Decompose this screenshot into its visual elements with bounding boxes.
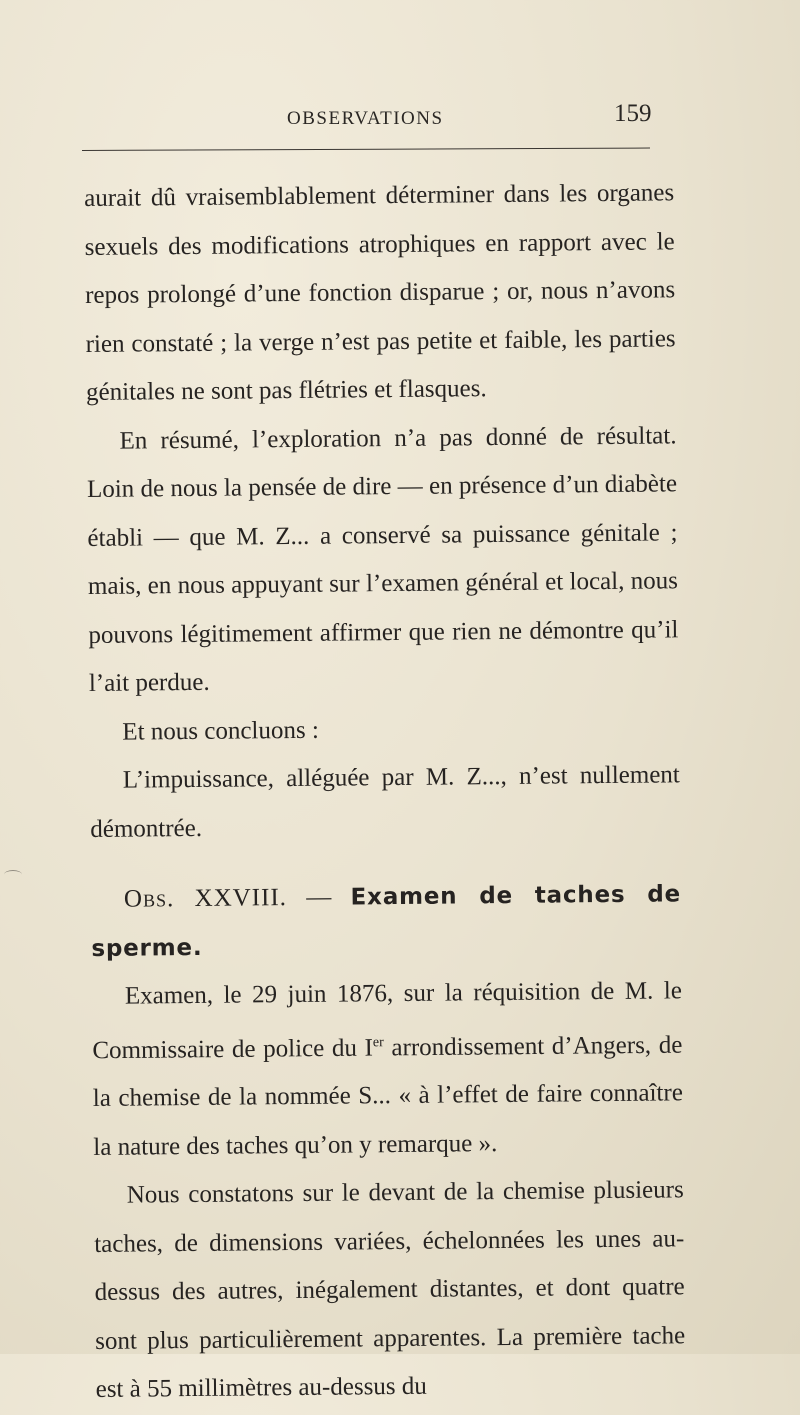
paragraph-2: En résumé, l’exploration n’a pas donné de résultat. Loin de nous la pensée de dire — en présence d’un diabète établi — que M. Z... a conservé sa puissance génitale ; mais, en nous appuyant sur l’examen général et local, nous pouvons légitimement affirmer que rien ne démontre qu’il l’ait perdue.	[86, 421, 679, 697]
observation-title: Examen de taches de sperme.	[91, 881, 682, 962]
paragraph-5-end: arrondissement d’Angers, de la chemise de la nommée S... « à l’effet de faire connaître la nature des taches qu’on y remarque ».	[92, 1031, 683, 1161]
observation-dash: —	[286, 883, 351, 912]
paper-mark	[4, 870, 22, 879]
paragraph-5-start: Examen, le 29 juin 1876, sur la réquisition de M. le Commissaire de police du I	[92, 977, 682, 1064]
observation-number: Obs. XXVIII.	[123, 884, 288, 913]
paragraph-4: L’impuissance, alléguée par M. Z..., n’est nullement démontrée.	[90, 761, 680, 843]
body-text	[84, 169, 686, 1414]
page-number: 159	[614, 100, 652, 127]
paragraph-6: Nous constatons sur le devant de la chemise plusieurs taches, de dimensions variées, échelonnées les unes au-dessus des autres, inégalement distantes, et dont quatre sont plus particulièrement apparentes. La première tache est à 55 millimètres au-dessus du	[94, 1176, 686, 1404]
superscript-er: er	[372, 1034, 384, 1050]
paragraph-1: aurait dû vraisemblablement déterminer dans les organes sexuels des modifications atrophiques en rapport avec le repos prolongé d’une fonction disparue ; or, nous n’avons rien constaté ; la verge n’est pas petite et faible, les parties génitales ne sont pas flétries et flasques.	[84, 179, 676, 406]
observation-heading	[91, 870, 682, 973]
header-rule	[82, 148, 650, 151]
paragraph-3: Et nous concluons :	[122, 716, 319, 746]
paragraph-5	[92, 967, 684, 1172]
running-title: OBSERVATIONS	[287, 108, 444, 129]
